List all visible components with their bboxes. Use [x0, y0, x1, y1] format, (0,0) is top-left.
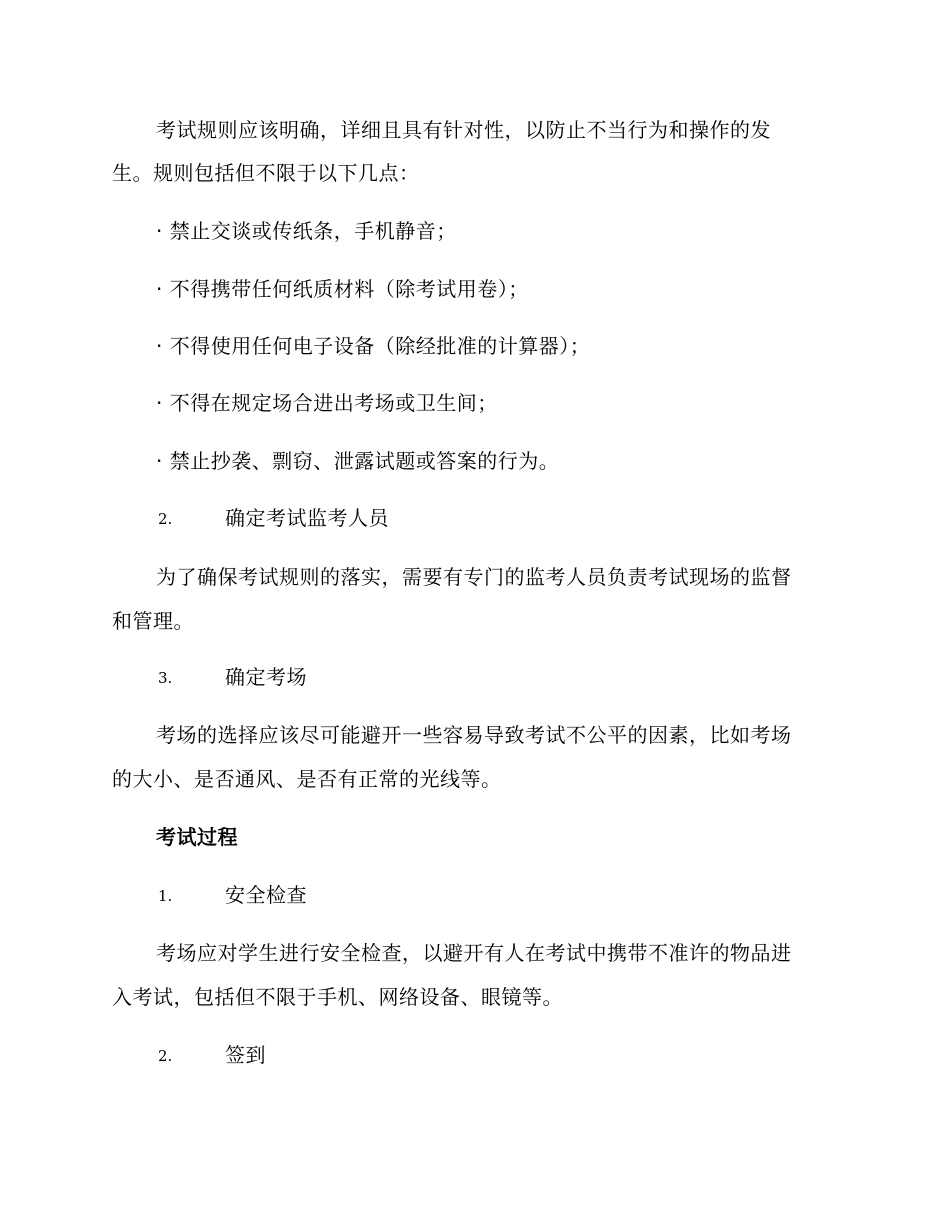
- list-number: 3.: [158, 669, 173, 687]
- list-number: 2.: [158, 1047, 173, 1065]
- paragraph-line: 考场应对学生进行安全检查，以避开有人在考试中携带不准许的物品进: [156, 941, 792, 965]
- list-item-title: 签到: [225, 1043, 266, 1067]
- rule-item: · 禁止抄袭、剽窃、泄露试题或答案的行为。: [156, 449, 560, 473]
- paragraph-line: 的大小、是否通风、是否有正常的光线等。: [112, 767, 502, 791]
- paragraph-line: 考场的选择应该尽可能避开一些容易导致考试不公平的因素，比如考场: [156, 723, 792, 747]
- list-item-title: 确定考试监考人员: [225, 506, 389, 530]
- list-item-title: 安全检查: [225, 883, 307, 907]
- intro-paragraph-line-2: 生。规则包括但不限于以下几点：: [112, 161, 420, 185]
- rule-item: · 禁止交谈或传纸条，手机静音；: [156, 219, 457, 243]
- section-heading: 考试过程: [156, 825, 238, 849]
- paragraph-line: 入考试，包括但不限于手机、网络设备、眼镜等。: [112, 985, 563, 1009]
- intro-paragraph-line-1: 考试规则应该明确，详细且具有针对性，以防止不当行为和操作的发: [156, 118, 771, 142]
- paragraph-line: 和管理。: [112, 609, 194, 633]
- rule-item: · 不得携带任何纸质材料（除考试用卷）；: [156, 277, 529, 301]
- list-number: 2.: [158, 510, 173, 528]
- rule-item: · 不得在规定场合进出考场或卫生间；: [156, 391, 498, 415]
- list-item-title: 确定考场: [225, 665, 307, 689]
- paragraph-line: 为了确保考试规则的落实，需要有专门的监考人员负责考试现场的监督: [156, 565, 792, 589]
- list-number: 1.: [158, 887, 173, 905]
- rule-item: · 不得使用任何电子设备（除经批准的计算器）；: [156, 334, 591, 358]
